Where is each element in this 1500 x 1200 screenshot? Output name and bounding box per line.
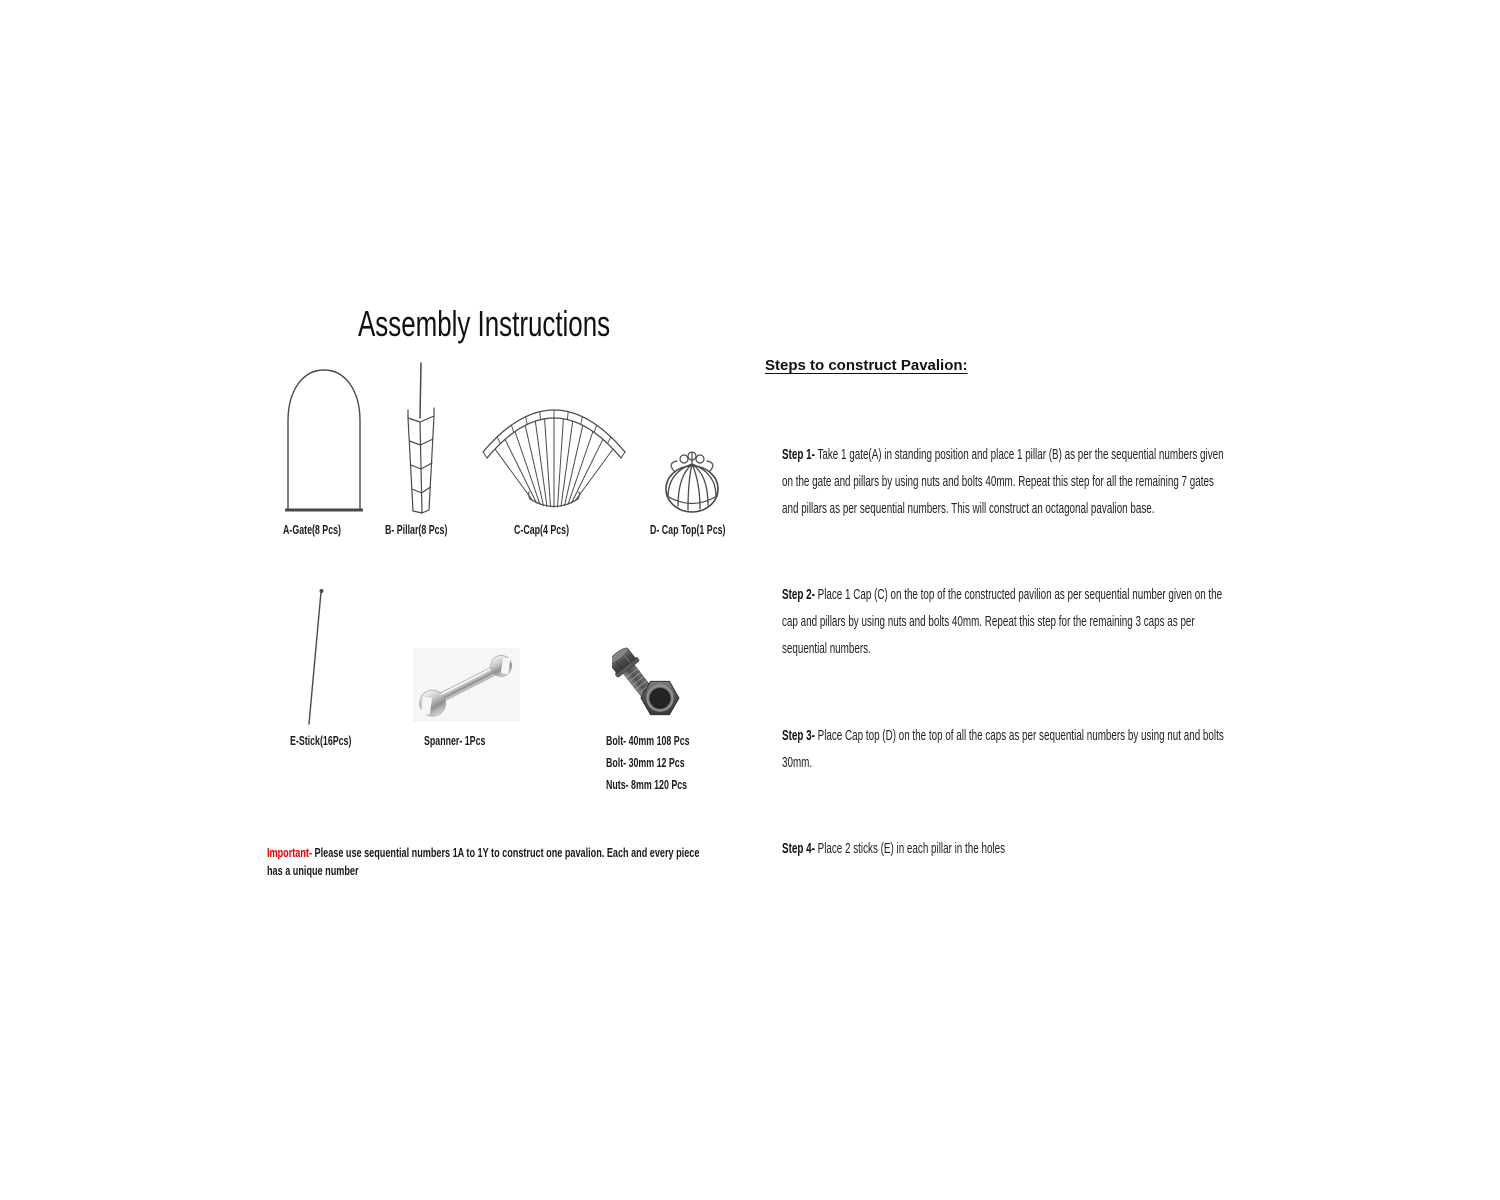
cap-top-illustration — [660, 449, 724, 517]
part-label-cap-top: D- Cap Top(1 Pcs) — [650, 522, 726, 537]
gate-illustration — [285, 366, 363, 514]
part-label-stick: E-Stick(16Pcs) — [290, 733, 352, 748]
page-title: Assembly Instructions — [358, 303, 611, 344]
step-3-text: Place Cap top (D) on the top of all the caps as per sequential numbers by using nut and bolts 30mm. — [782, 728, 1224, 771]
bolt-nut-illustration — [612, 641, 686, 725]
pillar-illustration — [398, 362, 444, 514]
stick-illustration — [303, 587, 329, 727]
bolt-nut-icon — [612, 641, 686, 725]
hardware-label-bolt-40: Bolt- 40mm 108 Pcs — [606, 733, 690, 748]
step-4-text: Place 2 sticks (E) in each pillar in the holes — [817, 841, 1006, 857]
pillar-icon — [398, 362, 444, 514]
step-4-label: Step 4- — [782, 841, 815, 857]
step-1-label: Step 1- — [782, 447, 815, 463]
hardware-label-nuts-8: Nuts- 8mm 120 Pcs — [606, 777, 688, 792]
step-2-text: Place 1 Cap (C) on the top of the constructed pavilion as per sequential number given on the cap and pillars by using nuts and bolts 40mm. Repeat this step for the remaining 3 caps as per sequential numbers. — [782, 587, 1223, 657]
step-4 — [782, 836, 1442, 863]
spanner-illustration — [413, 648, 520, 722]
cap-illustration — [478, 404, 630, 516]
part-label-pillar: B- Pillar(8 Pcs) — [385, 522, 448, 537]
step-2-label: Step 2- — [782, 587, 815, 603]
step-1-text: Take 1 gate(A) in standing position and place 1 pillar (B) as per the sequential numbers given on the gate and pillars by using nuts and bolts 40mm. Repeat this step for all the remaining 7 gates and pillars as per sequential numbers. This will construct an octagonal pavalion base. — [782, 447, 1224, 517]
hardware-label-bolt-30: Bolt- 30mm 12 Pcs — [606, 755, 685, 770]
step-2 — [782, 582, 1442, 663]
stick-icon — [303, 587, 329, 727]
part-label-gate: A-Gate(8 Pcs) — [283, 522, 341, 537]
step-1 — [782, 442, 1442, 523]
important-prefix: Important- — [267, 845, 312, 860]
step-3 — [782, 723, 1442, 777]
important-text: Please use sequential numbers 1A to 1Y to construct one pavalion. Each and every piece has a unique number — [267, 845, 700, 878]
part-label-cap: C-Cap(4 Pcs) — [514, 522, 570, 537]
steps-heading: Steps to construct Pavalion: — [765, 357, 968, 374]
gate-icon — [285, 366, 363, 514]
part-label-spanner: Spanner- 1Pcs — [424, 733, 486, 748]
important-note — [267, 844, 715, 879]
cap-fan-icon — [478, 404, 630, 516]
cap-top-icon — [660, 449, 724, 517]
spanner-icon — [413, 648, 520, 722]
step-3-label: Step 3- — [782, 728, 815, 744]
